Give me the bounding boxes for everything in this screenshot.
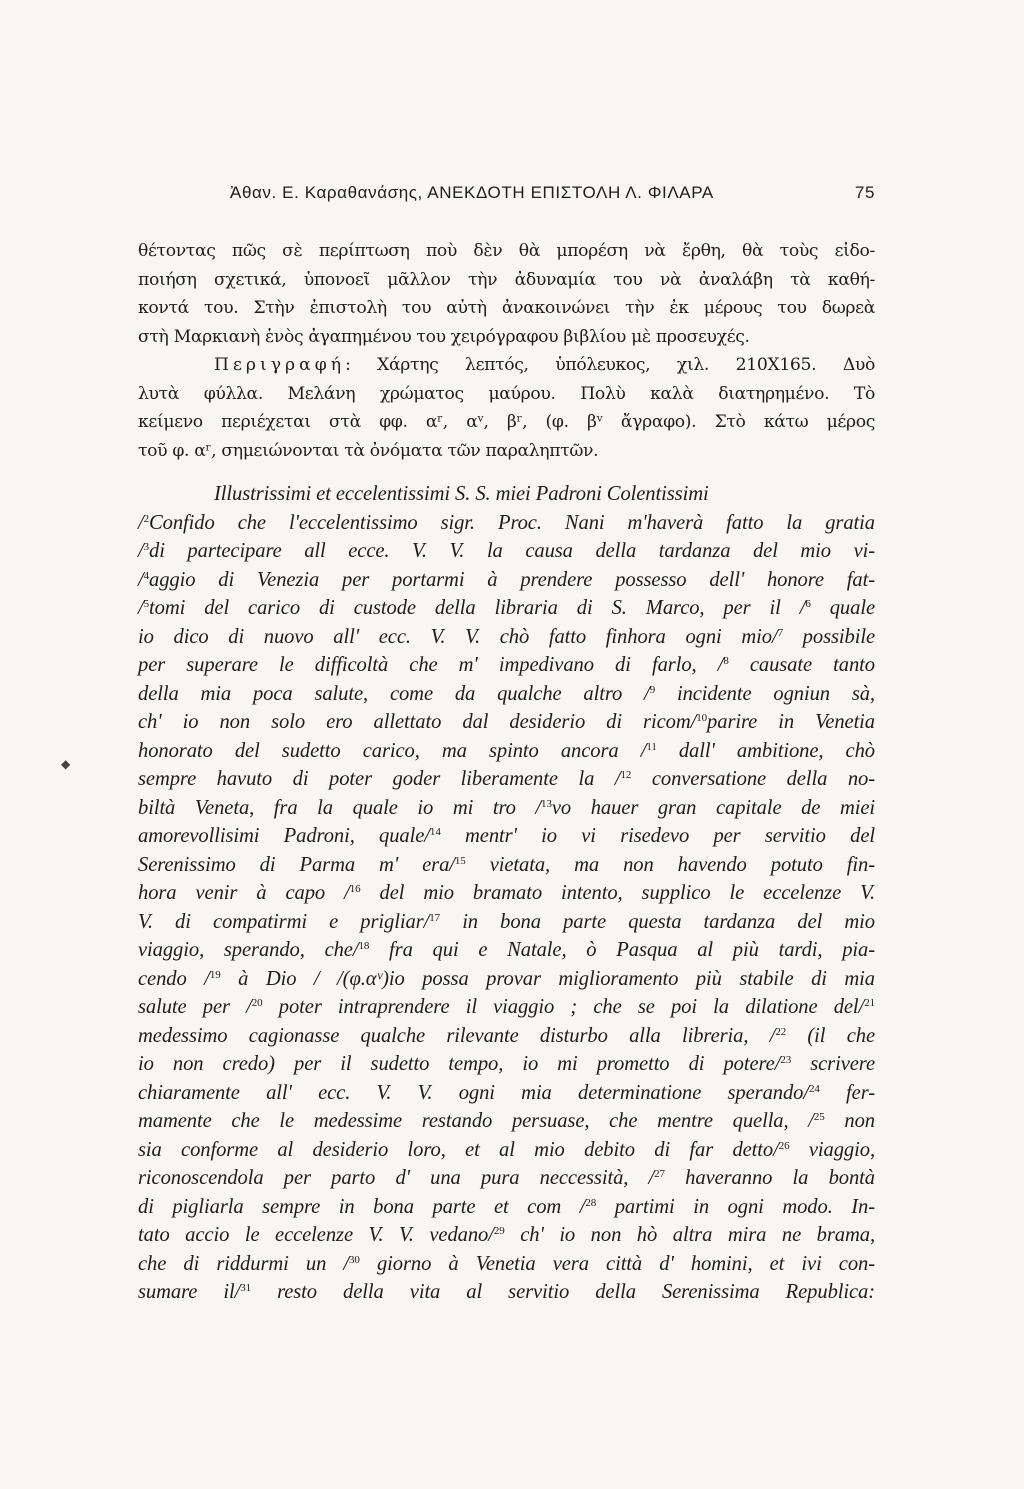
letter-line xyxy=(138,822,875,851)
letter-text: mentr' io vi risedevo per servitio del xyxy=(440,825,875,847)
line-number: 2 xyxy=(143,512,150,525)
letter-line xyxy=(138,1050,875,1079)
letter-text: poter intraprendere il viaggio ; che se poi la dilatione del/ xyxy=(262,996,865,1018)
line-number: 16 xyxy=(349,883,361,895)
letter-text: Confido che l'eccelentissimo sigr. Proc. Nani m'haverà fatto la gratia xyxy=(149,511,875,534)
letter-text: fra qui e Natale, ò Pasqua al più tardi, pia- xyxy=(369,939,875,961)
letter-text: di partecipare all ecce. V. V. la causa della tardanza del mio vi- xyxy=(149,540,875,562)
letter-text: sia conforme al desiderio loro, et al mio debito di far detto/ xyxy=(138,1138,779,1161)
letter-line xyxy=(138,794,875,823)
line-number: 12 xyxy=(620,769,632,781)
letter-text: / xyxy=(138,568,144,591)
letter-text: tato accio le eccelenze V. V. vedano/ xyxy=(138,1224,494,1246)
greek-line: κοντά του. Στὴν ἐπιστολὴ του αὐτὴ ἀνακοινώνει τὴν ἐκ μέρους του δωρεὰ xyxy=(138,298,875,318)
letter-text: fer- xyxy=(819,1081,875,1104)
letter-text: sumare il/ xyxy=(138,1281,241,1303)
line-number: 19 xyxy=(209,968,221,981)
letter-text: Illustrissimi et eccelentissimi S. S. miei Padroni Colentissimi xyxy=(214,483,709,505)
line-number: 21 xyxy=(864,997,875,1009)
letter-line xyxy=(138,708,875,737)
letter-text: biltà Veneta, fra la quale io mi tro / xyxy=(138,796,542,819)
header-title: Ἀθαν. Ε. Καραθανάσης, ΑΝΕΚΔΟΤΗ ΕΠΙΣΤΟΛΗ Λ. ΦΙΛΑΡΑ xyxy=(230,183,714,202)
letter-line xyxy=(138,1278,875,1307)
letter-line xyxy=(138,993,875,1022)
letter-line xyxy=(138,851,875,880)
line-number: 31 xyxy=(240,1282,252,1294)
letter-text: parire in Venetia xyxy=(707,711,876,733)
letter-line xyxy=(138,1107,875,1136)
letter-line xyxy=(138,480,875,509)
letter-line xyxy=(138,1193,875,1222)
line-number: 6 xyxy=(805,598,811,610)
greek-commentary xyxy=(138,237,875,465)
letter-line xyxy=(138,1250,875,1279)
letter-text: hora venir à capo / xyxy=(138,882,350,904)
letter-line xyxy=(138,537,875,566)
line-number: 9 xyxy=(649,683,656,696)
letter-text: per superare le difficoltà che m' impedivano di farlo, / xyxy=(138,654,724,676)
description-label: Περιγραφή xyxy=(214,355,346,375)
letter-line xyxy=(138,651,875,680)
letter-text: incidente ogniun sà, xyxy=(655,682,875,705)
line-number: 14 xyxy=(429,826,441,838)
description-line xyxy=(138,351,875,380)
letter-line xyxy=(138,1079,875,1108)
line-number: 11 xyxy=(646,740,657,753)
letter-text: dall' ambitione, chò xyxy=(656,739,875,762)
letter-text: honorato del sudetto carico, ma spinto ancora / xyxy=(138,739,647,762)
letter-text: di pigliarla sempre in bona parte et com / xyxy=(138,1195,586,1218)
letter-text: chiaramente all' ecc. V. V. ogni mia determinatione sperando/ xyxy=(138,1081,809,1104)
letter-text: quale xyxy=(810,597,875,619)
line-number: 15 xyxy=(454,854,466,867)
letter-text: salute per / xyxy=(138,996,252,1018)
letter-text: mamente che le medessime restando persuase, che mentre quella, / xyxy=(138,1110,814,1132)
line-number: 17 xyxy=(429,911,441,924)
letter-line xyxy=(138,1221,875,1250)
line-number: 3 xyxy=(143,541,150,553)
page-number: 75 xyxy=(854,183,875,202)
letter-text: possibile xyxy=(782,625,876,648)
line-number: 27 xyxy=(654,1168,665,1180)
line-number: 7 xyxy=(777,626,783,639)
greek-line: ποιήση σχετικά, ὑπονοεῖ μᾶλλον τὴν ἀδυναμία του νὰ ἀναλάβη τὰ καθή- xyxy=(138,269,875,290)
letter-text: vo hauer gran capitale de miei xyxy=(551,796,875,819)
line-number: 20 xyxy=(251,997,263,1009)
letter-text: viaggio, sperando, che/ xyxy=(138,939,359,961)
letter-line xyxy=(138,1136,875,1165)
line-number: 22 xyxy=(775,1025,787,1038)
description-text: : Χάρτης λεπτός, ὑπόλευκος, χιλ. 210Χ165. Δυὸ xyxy=(345,355,875,375)
letter-text: vietata, ma non havendo potuto fin- xyxy=(465,853,875,876)
running-header xyxy=(230,183,875,203)
description-text xyxy=(138,355,214,375)
letter-line xyxy=(138,566,875,595)
line-number: 4 xyxy=(143,569,150,582)
greek-line: στὴ Μαρκιανὴ ἑνὸς ἀγαπημένου του χειρόγραφου βιβλίου μὲ προσευχές. xyxy=(138,326,750,347)
letter-text: amorevollisimi Padroni, quale/ xyxy=(138,825,430,847)
letter-text: scrivere xyxy=(791,1053,875,1075)
greek-line: θέτοντας πῶς σὲ περίπτωση ποὺ δὲν θὰ μπορέση νὰ ἔρθη, θὰ τοὺς εἰδο- xyxy=(138,241,875,261)
letter-text: Serenissimo di Parma m' era/ xyxy=(138,853,455,876)
line-number: 25 xyxy=(813,1111,825,1123)
letter-line xyxy=(138,936,875,965)
letter-line xyxy=(138,908,875,937)
letter-text: / xyxy=(138,540,144,562)
letter-text: tomi del carico di custode della libraria di S. Marco, per il / xyxy=(149,597,806,619)
letter-text: conversatione della no- xyxy=(631,768,875,790)
letter-line xyxy=(138,680,875,709)
letter-line xyxy=(138,965,875,994)
line-number: 28 xyxy=(585,1196,597,1209)
letter-text: à Dio / /(φ.αᵛ)io possa provar miglioramento più stabile di mia xyxy=(220,967,875,990)
letter-text: V. di compatirmi e prigliar/ xyxy=(138,910,430,933)
line-number: 5 xyxy=(143,598,150,610)
line-number: 13 xyxy=(541,797,552,810)
letter-line xyxy=(138,509,875,538)
letter-line xyxy=(138,623,875,652)
description-line: κείμενο περιέχεται στὰ φφ. αʳ, αᵛ, βʳ, (φ. βᵛ ἄγραφο). Στὸ κάτω μέρος xyxy=(138,412,875,432)
description-line: τοῦ φ. αʳ, σημειώνονται τὰ ὀνόματα τῶν παραληπτῶν. xyxy=(138,440,599,461)
letter-text: del mio bramato intento, supplico le eccelenze V. xyxy=(360,882,875,904)
letter-text: / xyxy=(138,597,144,619)
letter-text: io non credo) per il sudetto tempo, io mi prometto di potere/ xyxy=(138,1053,781,1075)
letter-text: che di riddurmi un / xyxy=(138,1252,350,1275)
letter-text: causate tanto xyxy=(728,654,875,676)
letter-text: della mia poca salute, come da qualche altro / xyxy=(138,682,650,705)
line-number: 26 xyxy=(778,1139,790,1152)
line-number: 29 xyxy=(493,1225,505,1237)
letter-line xyxy=(138,765,875,794)
letter-line xyxy=(138,1022,875,1051)
letter-line xyxy=(138,1164,875,1193)
letter-transcription xyxy=(138,480,875,1307)
letter-text: in bona parte questa tardanza del mio xyxy=(440,910,875,933)
letter-text: haveranno la bontà xyxy=(664,1167,875,1189)
letter-text: giorno à Venetia vera città d' homini, et ivi con- xyxy=(359,1252,875,1275)
line-number: 10 xyxy=(696,712,708,724)
letter-text: cendo / xyxy=(138,967,210,990)
line-number: 30 xyxy=(349,1253,360,1266)
letter-text: medessimo cagionasse qualche rilevante disturbo alla libreria, / xyxy=(138,1024,776,1047)
letter-line xyxy=(138,879,875,908)
line-number: 18 xyxy=(358,940,370,952)
description-line: λυτὰ φύλλα. Μελάνη χρώματος μαύρου. Πολὺ καλὰ διατηρημένο. Τὸ xyxy=(138,383,875,404)
letter-text: io dico di nuovo all' ecc. V. V. chò fatto finhora ogni mio/ xyxy=(138,625,778,648)
letter-text: resto della vita al servitio della Serenissima Republica: xyxy=(251,1281,876,1303)
letter-text: (il che xyxy=(786,1024,875,1047)
line-number: 23 xyxy=(780,1054,792,1066)
letter-text: / xyxy=(138,511,144,534)
line-number: 24 xyxy=(809,1082,820,1095)
letter-text: sempre havuto di poter goder liberamente la / xyxy=(138,768,621,790)
letter-text: viaggio, xyxy=(789,1138,875,1161)
margin-mark-icon: ◆ xyxy=(61,757,71,771)
letter-text: ch' io non hò altra mira ne brama, xyxy=(504,1224,875,1246)
letter-text: aggio di Venezia per portarmi à prendere possesso dell' honore fat- xyxy=(149,568,875,591)
letter-line xyxy=(138,737,875,766)
letter-text: riconoscendola per parto d' una pura neccessità, / xyxy=(138,1167,655,1189)
letter-text: ch' io non solo ero allettato dal desiderio di ricom/ xyxy=(138,711,697,733)
line-number: 8 xyxy=(723,655,729,667)
letter-text: partimi in ogni modo. In- xyxy=(596,1195,875,1218)
letter-text: non xyxy=(824,1110,876,1132)
letter-line xyxy=(138,594,875,623)
